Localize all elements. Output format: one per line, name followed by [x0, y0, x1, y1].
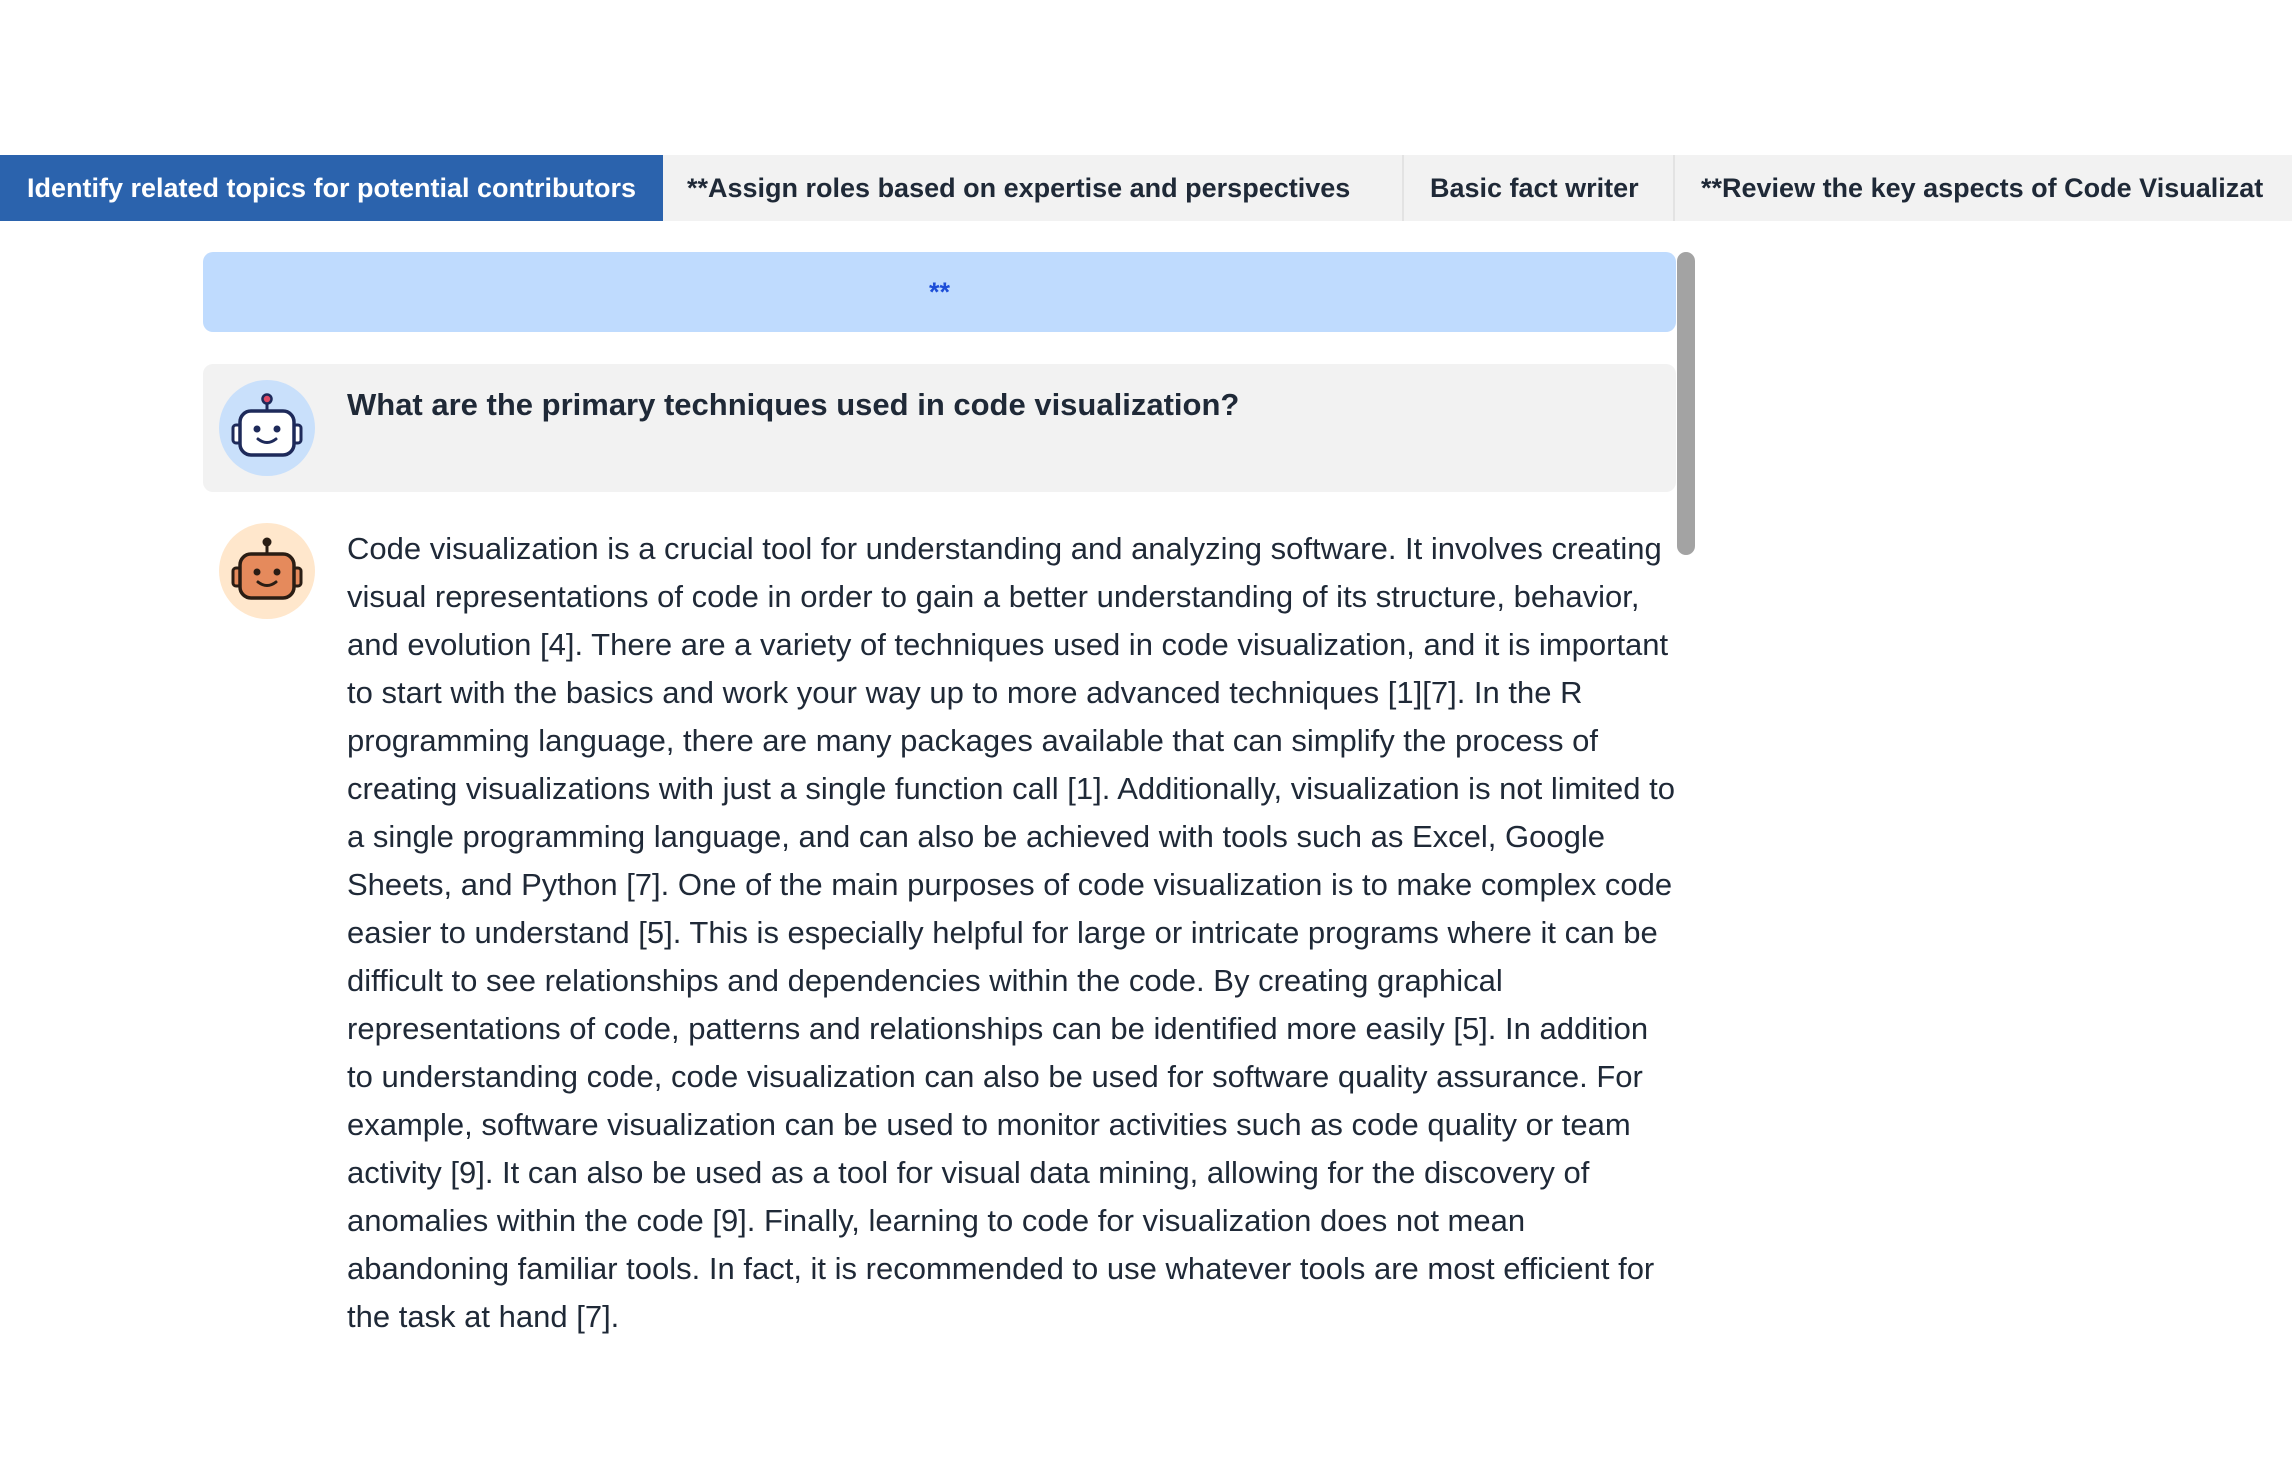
tab-bar — [0, 155, 2292, 221]
tab-identify-related-topics[interactable] — [0, 155, 663, 221]
tab-review-key-aspects[interactable] — [1675, 155, 2263, 221]
assistant-answer-text: Code visualization is a crucial tool for understanding and analyzing software. It involves creating visual representations of code in order to gain a better understanding of its structure, behavior, and evolution [4]. There are a variety of techniques used in code visualization, and it is important to start with the basics and work your way up to more advanced techniques [1][7]. In the R programming language, there are many packages available that can simplify the process of creating visualizations with just a single function call [1]. Additionally, visualization is not limited to a single programming language, and can also be achieved with tools such as Excel, Google Sheets, and Python [7]. One of the main purposes of code visualization is to make complex code easier to understand [5]. This is especially helpful for large or intricate programs where it can be difficult to see relationships and dependencies within the code. By creating graphical representations of code, patterns and relationships can be identified more easily [5]. In addition to understanding code, code visualization can also be used for software quality assurance. For example, software visualization can be used to monitor activities such as code quality or team activity [9]. It can also be used as a tool for visual data mining, allowing for the discovery of anomalies within the code [9]. Finally, learning to code for visualization does not mean abandoning familiar tools. In fact, it is recommended to use whatever tools are most efficient for the task at hand [7]. — [347, 531, 1675, 1334]
question-text: What are the primary techniques used in code visualization? — [347, 387, 1240, 422]
tab-assign-roles[interactable] — [663, 155, 1404, 221]
header-banner — [203, 252, 1676, 332]
tab-label: Identify related topics for potential contributors — [26, 172, 636, 203]
user-avatar — [219, 380, 315, 476]
assistant-avatar — [219, 523, 315, 619]
robot-icon — [219, 380, 315, 476]
banner-text: ** — [928, 276, 950, 307]
user-message — [203, 364, 1676, 492]
scrollbar-thumb[interactable] — [1677, 252, 1695, 555]
robot-icon — [219, 523, 315, 619]
tab-label: **Review the key aspects of Code Visualizat — [1701, 172, 2264, 203]
chat-panel[interactable] — [203, 250, 1676, 1360]
chat-scrollbar[interactable] — [1677, 250, 1695, 1360]
tab-basic-fact-writer[interactable] — [1404, 155, 1675, 221]
tab-label: **Assign roles based on expertise and perspectives — [687, 172, 1351, 203]
tab-label: Basic fact writer — [1430, 172, 1639, 203]
